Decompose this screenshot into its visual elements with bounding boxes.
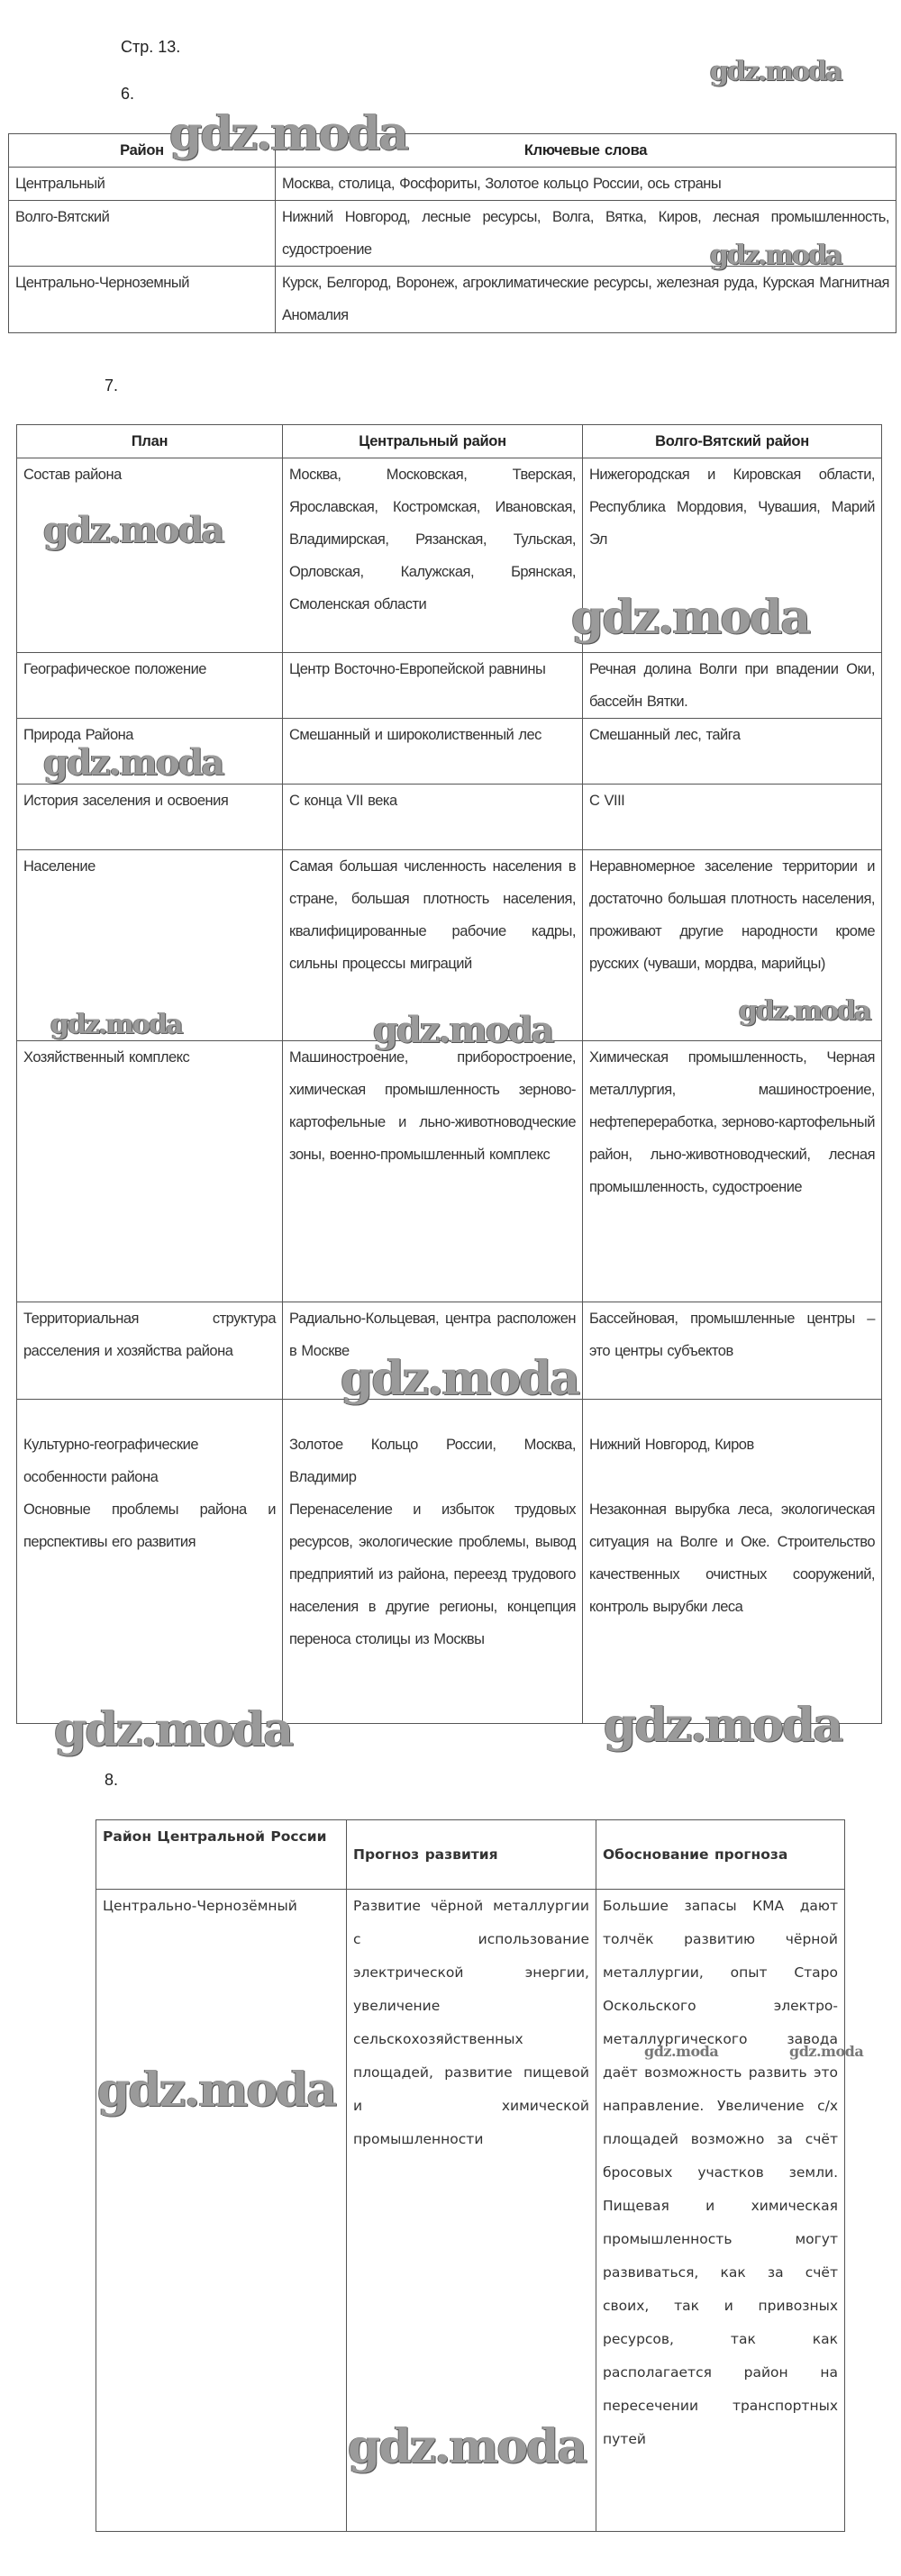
cell-keywords: Курск, Белгород, Воронеж, агроклиматические ресурсы, железная руда, Курская Магнитная Аномалия (276, 267, 896, 333)
watermark: gdz.moda (341, 1351, 579, 1406)
watermark: gdz.moda (373, 1009, 553, 1051)
table-row (9, 168, 896, 201)
cell-paragraph: Незаконная вырубка леса, экологическая ситуация на Волге и Оке. Строительство качественных очистных сооружений, контроль вырубки леса (589, 1501, 875, 1615)
cell-plan: Состав района (17, 458, 283, 653)
table-row (17, 1400, 882, 1724)
task-8-number: 8. (105, 1771, 119, 1789)
header-district: Район (9, 134, 276, 168)
cell-district: Волго-Вятский (9, 201, 276, 267)
cell-paragraph: Золотое Кольцо России, Москва, Владимир (289, 1437, 576, 1485)
watermark: gdz.moda (50, 1009, 182, 1040)
watermark: gdz.moda (789, 2043, 864, 2060)
table-header-row (9, 134, 896, 168)
cell-central: Машиностроение, приборостроение, химическая промышленность зерново-картофельные и льно-животноводческие зоны, военно-промышленный комплекс (283, 1041, 583, 1302)
cell-paragraph: Нижний Новгород, Киров (589, 1437, 754, 1453)
cell-central: Центр Восточно-Европейской равнины (283, 653, 583, 719)
cell-central (283, 1400, 583, 1724)
cell-volga-vyatka: Нижегородская и Кировская области, Республика Мордовия, Чувашия, Марий Эл (583, 458, 882, 653)
table-row (17, 458, 882, 653)
watermark: gdz.moda (604, 1698, 842, 1753)
page-label: Стр. 13. (121, 38, 181, 56)
watermark: gdz.moda (739, 995, 870, 1027)
table-row (17, 719, 882, 785)
cell-plan: Географическое положение (17, 653, 283, 719)
cell-forecast: Развитие чёрной металлургии с использование электрической энергии, увеличение сельскохозяйственных площадей, развитие пищевой и химической промышленности (347, 1890, 596, 2532)
cell-keywords: Москва, столица, Фосфориты, Золотое кольцо России, ось страны (276, 168, 896, 201)
task-6-number: 6. (121, 85, 135, 103)
cell-central: Смешанный и широколиственный лес (283, 719, 583, 785)
watermark: gdz.moda (54, 1702, 293, 1757)
cell-volga-vyatka: Химическая промышленность, Черная металлургия, машиностроение, нефтепереработка, зерново-картофельный район, льно-животноводческий, лесная промышленность, судостроение (583, 1041, 882, 1302)
watermark: gdz.moda (571, 590, 810, 645)
cell-volga-vyatka (583, 1400, 882, 1724)
cell-central: Москва, Московская, Тверская, Ярославская, Костромская, Ивановская, Владимирская, Рязанская, Тульская, Орловская, Калужская, Брянская, Смоленская области (283, 458, 583, 653)
watermark: gdz.moda (644, 2043, 719, 2060)
watermark: gdz.moda (348, 2419, 587, 2474)
cell-justification: Большие запасы КМА дают толчёк развитию чёрной металлургии, опыт Старо Оскольского электро-металлургического завода даёт возможность развить это направление. Увеличение с/х площадей возможно за счёт бросовых участков земли. Пищевая и химическая промышленность могут развиваться, как за счёт своих, так и привозных ресурсов, так как располагается район на пересечении транспортных путей (596, 1890, 845, 2532)
cell-paragraph: Культурно-географические особенности района (23, 1437, 199, 1485)
cell-district: Центрально-Черноземный (9, 267, 276, 333)
header-keywords: Ключевые слова (276, 134, 896, 168)
cell-volga-vyatka: Неравномерное заселение территории и достаточно большая плотность населения, проживают другие народности кроме русских (чуваши, мордва, марийцы) (583, 850, 882, 1041)
watermark: gdz.moda (43, 509, 223, 551)
cell-plan: Хозяйственный комплекс (17, 1041, 283, 1302)
watermark: gdz.moda (169, 106, 408, 161)
cell-volga-vyatka: С VIII (583, 785, 882, 850)
table-header-row (17, 425, 882, 458)
watermark: gdz.moda (710, 56, 842, 87)
watermark: gdz.moda (710, 240, 842, 271)
task-7-number: 7. (105, 376, 119, 395)
table-row (17, 1041, 882, 1302)
cell-volga-vyatka: Речная долина Волги при впадении Оки, бассейн Вятки. (583, 653, 882, 719)
task-6-table (8, 133, 896, 333)
cell-plan (17, 1400, 283, 1724)
header-forecast: Прогноз развития (347, 1820, 596, 1890)
cell-central: Радиально-Кольцевая, центра расположен в Москве (283, 1302, 583, 1400)
cell-plan: Территориальная структура расселения и хозяйства района (17, 1302, 283, 1400)
cell-plan: Население (17, 850, 283, 1041)
table-row (17, 1302, 882, 1400)
table-header-row (96, 1820, 845, 1890)
table-row (96, 1890, 845, 2532)
table-row (17, 785, 882, 850)
cell-keywords: Нижний Новгород, лесные ресурсы, Волга, Вятка, Киров, лесная промышленность, судостроение (276, 201, 896, 267)
header-volga-vyatka: Волго-Вятский район (583, 425, 882, 458)
cell-paragraph: Основные проблемы района и перспективы его развития (23, 1501, 276, 1550)
table-row (17, 653, 882, 719)
watermark: gdz.moda (43, 741, 223, 784)
table-row (9, 201, 896, 267)
task-8-table (96, 1819, 845, 2532)
table-row (9, 267, 896, 333)
cell-paragraph: Перенаселение и избыток трудовых ресурсов, экологические проблемы, вывод предприятий из района, переезд трудового населения в другие регионы, концепция переноса столицы из Москвы (289, 1501, 576, 1647)
cell-volga-vyatka: Бассейновая, промышленные центры – это центры субъектов (583, 1302, 882, 1400)
cell-central: С конца VII века (283, 785, 583, 850)
header-district: Район Центральной России (96, 1820, 347, 1890)
table-row (17, 850, 882, 1041)
cell-central: Самая большая численность населения в стране, большая плотность населения, квалифицированные рабочие кадры, сильны процессы миграций (283, 850, 583, 1041)
cell-volga-vyatka: Смешанный лес, тайга (583, 719, 882, 785)
cell-plan: Природа Района (17, 719, 283, 785)
header-plan: План (17, 425, 283, 458)
task-7-table (16, 424, 882, 1724)
watermark: gdz.moda (97, 2063, 336, 2118)
cell-district: Центрально-Чернозёмный (96, 1890, 347, 2532)
header-central: Центральный район (283, 425, 583, 458)
cell-plan: История заселения и освоения (17, 785, 283, 850)
cell-district: Центральный (9, 168, 276, 201)
header-justification: Обоснование прогноза (596, 1820, 845, 1890)
